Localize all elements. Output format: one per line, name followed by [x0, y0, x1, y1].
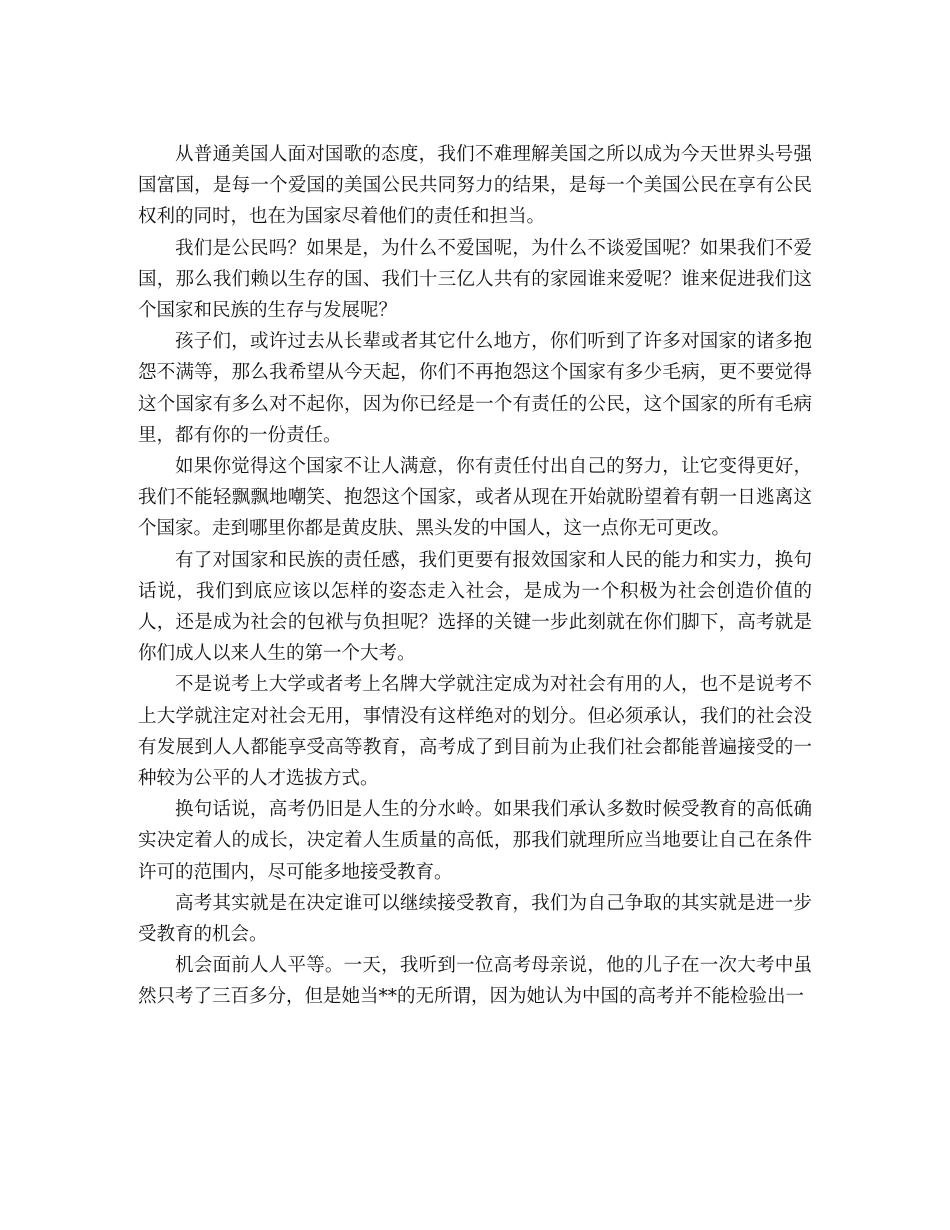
paragraph: 如果你觉得这个国家不让人满意，你有责任付出自己的努力，让它变得更好，我们不能轻飘飘地嘲笑、抱怨这个国家，或者从现在开始就盼望着有朝一日逃离这个国家。走到哪里你都是黄皮肤、黑头发的中国人，这一点你无可更改。 [138, 456, 812, 540]
paragraph: 孩子们，或许过去从长辈或者其它什么地方，你们听到了许多对国家的诸多抱怨不满等，那么我希望从今天起，你们不再抱怨这个国家有多少毛病，更不要觉得这个国家有多么对不起你，因为你已经是一个有责任的公民，这个国家的所有毛病里，都有你的一份责任。 [138, 331, 812, 446]
paragraph: 换句话说，高考仍旧是人生的分水岭。如果我们承认多数时候受教育的高低确实决定着人的成长，决定着人生质量的高低，那我们就理所应当地要让自己在条件许可的范围内，尽可能多地接受教育。 [138, 799, 812, 883]
paragraph: 机会面前人人平等。一天，我听到一位高考母亲说，他的儿子在一次大考中虽然只考了三百多分，但是她当**的无所谓，因为她认为中国的高考并不能检验出一 [138, 955, 812, 1008]
document-body [138, 139, 812, 1013]
paragraph: 从普通美国人面对国歌的态度，我们不难理解美国之所以成为今天世界头号强国富国，是每一个爱国的美国公民共同努力的结果，是每一个美国公民在享有公民权利的同时，也在为国家尽着他们的责任和担当。 [138, 144, 812, 228]
paragraph: 高考其实就是在决定谁可以继续接受教育，我们为自己争取的其实就是进一步受教育的机会。 [138, 892, 812, 946]
paragraph: 我们是公民吗？如果是，为什么不爱国呢，为什么不谈爱国呢？如果我们不爱国，那么我们赖以生存的国、我们十三亿人共有的家园谁来爱呢？谁来促进我们这个国家和民族的生存与发展呢？ [138, 237, 812, 322]
paragraph: 有了对国家和民族的责任感，我们更要有报效国家和人民的能力和实力，换句话说，我们到底应该以怎样的姿态走入社会，是成为一个积极为社会创造价值的人，还是成为社会的包袱与负担呢？选择的关键一步此刻就在你们脚下，高考就是你们成人以来人生的第一个大考。 [138, 549, 812, 665]
paragraph: 不是说考上大学或者考上名牌大学就注定成为对社会有用的人，也不是说考不上大学就注定对社会无用，事情没有这样绝对的划分。但必须承认，我们的社会没有发展到人人都能享受高等教育，高考成了到目前为止我们社会都能普遍接受的一种较为公平的人才选拔方式。 [138, 674, 812, 790]
